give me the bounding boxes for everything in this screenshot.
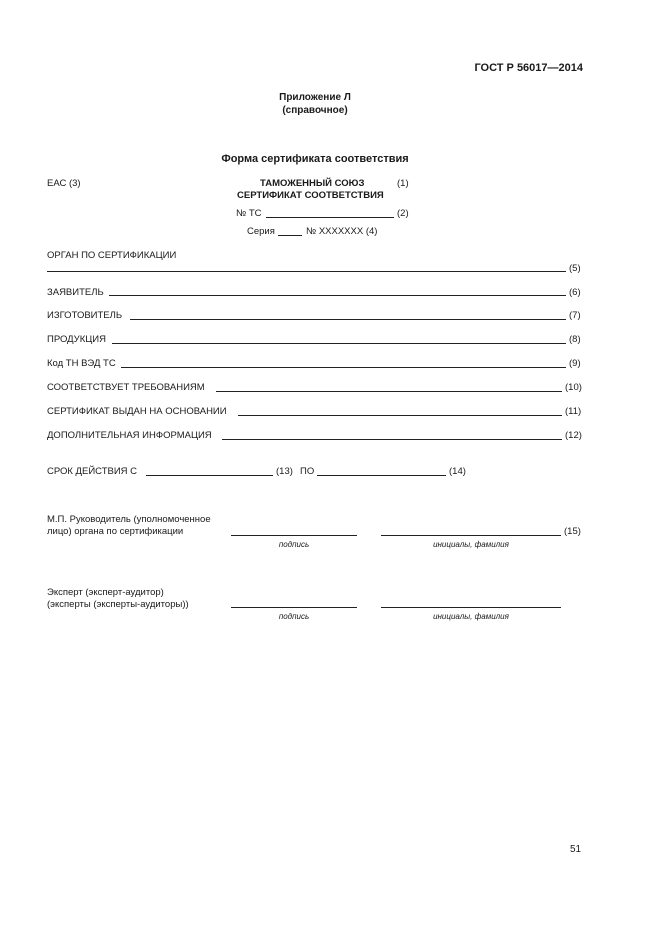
- head-signature-line1: М.П. Руководитель (уполномоченное: [47, 514, 211, 525]
- product-line: [112, 343, 566, 344]
- code-label: Код ТН ВЭД ТС: [47, 358, 116, 369]
- applicant-line: [109, 295, 566, 296]
- applicant-label: ЗАЯВИТЕЛЬ: [47, 287, 104, 298]
- validity-from-ref: (13): [276, 466, 293, 477]
- product-label: ПРОДУКЦИЯ: [47, 334, 106, 345]
- additional-ref: (12): [565, 430, 582, 441]
- number-ref: (2): [397, 208, 409, 219]
- union-ref: (1): [397, 178, 409, 189]
- series-number: № XXXXXXX (4): [306, 226, 378, 237]
- basis-label: СЕРТИФИКАТ ВЫДАН НА ОСНОВАНИИ: [47, 406, 227, 417]
- validity-from-line: [146, 475, 273, 476]
- code-ref: (9): [569, 358, 581, 369]
- validity-from-label: СРОК ДЕЙСТВИЯ С: [47, 466, 138, 477]
- head-name-line: [381, 535, 561, 536]
- expert-name-line: [381, 607, 561, 608]
- validity-to-label: ПО: [300, 466, 315, 477]
- page-number: 51: [570, 844, 582, 855]
- organ-label: ОРГАН ПО СЕРТИФИКАЦИИ: [47, 250, 177, 261]
- requirements-line: [216, 391, 562, 392]
- eac-mark: ЕАС (3): [47, 178, 81, 189]
- basis-line: [238, 415, 562, 416]
- manufacturer-ref: (7): [569, 310, 581, 321]
- manufacturer-line: [130, 319, 566, 320]
- number-label: № ТС: [236, 208, 262, 219]
- validity-to-ref: (14): [449, 466, 466, 477]
- requirements-label: СООТВЕТСТВУЕТ ТРЕБОВАНИЯМ: [47, 382, 205, 393]
- appendix-title: Приложение Л: [279, 92, 351, 103]
- head-sign-caption: подпись: [278, 540, 310, 549]
- series-line: [278, 235, 302, 236]
- expert-signature-line1: Эксперт (эксперт-аудитор): [47, 587, 164, 598]
- applicant-ref: (6): [569, 287, 581, 298]
- additional-label: ДОПОЛНИТЕЛЬНАЯ ИНФОРМАЦИЯ: [47, 430, 212, 441]
- form-title: Форма сертификата соответствия: [221, 153, 409, 165]
- basis-ref: (11): [565, 406, 582, 417]
- union-title: ТАМОЖЕННЫЙ СОЮЗ: [260, 178, 365, 189]
- code-line: [121, 367, 566, 368]
- organ-ref: (5): [569, 263, 581, 274]
- series-label: Серия: [247, 226, 275, 237]
- expert-name-caption: инициалы, фамилия: [433, 612, 509, 621]
- additional-line: [222, 439, 562, 440]
- head-name-caption: инициалы, фамилия: [433, 540, 509, 549]
- head-signature-ref: (15): [564, 526, 581, 537]
- product-ref: (8): [569, 334, 581, 345]
- number-line: [266, 217, 394, 218]
- expert-sign-line: [231, 607, 357, 608]
- expert-signature-line2: (эксперты (эксперты-аудиторы)): [47, 599, 189, 610]
- head-signature-line2: лицо) органа по сертификации: [47, 526, 184, 537]
- appendix-subtitle: (справочное): [282, 105, 348, 116]
- manufacturer-label: ИЗГОТОВИТЕЛЬ: [47, 310, 123, 321]
- organ-line: [47, 271, 566, 272]
- standard-number: ГОСТ Р 56017—2014: [474, 62, 583, 74]
- expert-sign-caption: подпись: [278, 612, 310, 621]
- certificate-title: СЕРТИФИКАТ СООТВЕТСТВИЯ: [237, 190, 384, 201]
- requirements-ref: (10): [565, 382, 582, 393]
- validity-to-line: [317, 475, 446, 476]
- head-sign-line: [231, 535, 357, 536]
